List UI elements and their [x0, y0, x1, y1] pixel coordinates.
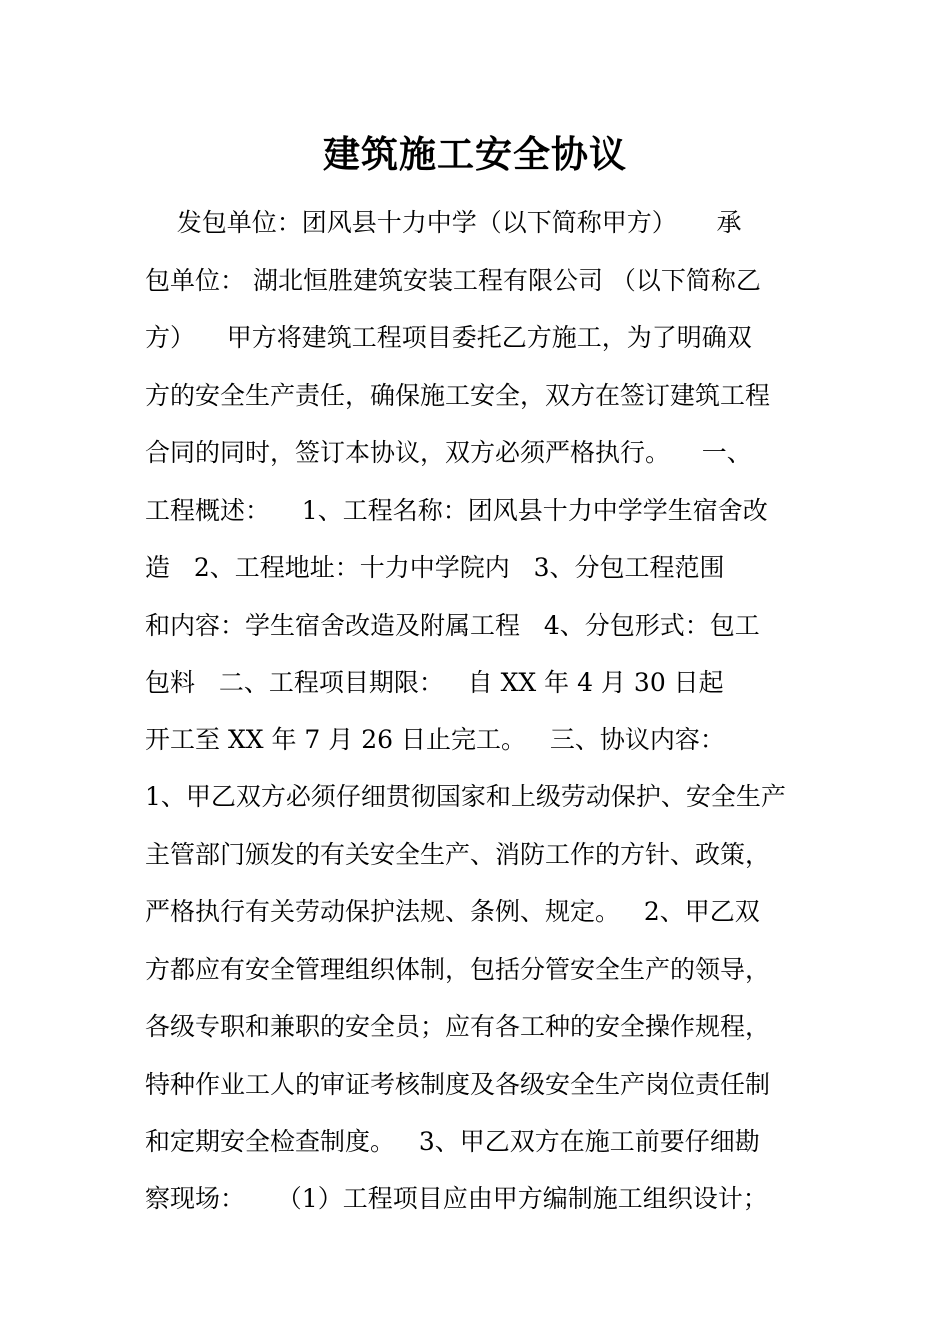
paragraph-line-18: 察现场： （1）工程项目应由甲方编制施工组织设计；: [145, 1184, 768, 1213]
paragraph-line-10: 开工至 XX 年 7 月 26 日止完工。 三、协议内容：: [145, 725, 725, 754]
document-title: 建筑施工安全协议: [323, 132, 627, 176]
paragraph-line-2: 包单位： 湖北恒胜建筑安装工程有限公司 （以下简称乙: [145, 266, 761, 295]
paragraph-line-7: 造 2、工程地址：十力中学院内 3、分包工程范围: [145, 553, 725, 582]
paragraph-line-9: 包料 二、工程项目期限： 自 XX 年 4 月 30 日起: [145, 668, 724, 697]
paragraph-line-1: 发包单位：团风县十力中学（以下简称甲方） 承: [145, 208, 742, 237]
paragraph-line-17: 和定期安全检查制度。 3、甲乙双方在施工前要仔细勘: [145, 1127, 760, 1156]
paragraph-line-16: 特种作业工人的审证考核制度及各级安全生产岗位责任制: [145, 1070, 771, 1099]
paragraph-line-11: 1、甲乙双方必须仔细贯彻国家和上级劳动保护、安全生产: [145, 782, 786, 811]
paragraph-line-12: 主管部门颁发的有关安全生产、消防工作的方针、政策，: [145, 840, 771, 869]
paragraph-line-8: 和内容：学生宿舍改造及附属工程 4、分包形式：包工: [145, 611, 760, 640]
paragraph-line-4: 方的安全生产责任，确保施工安全，双方在签订建筑工程: [145, 381, 771, 410]
paragraph-line-13: 严格执行有关劳动保护法规、条例、规定。 2、甲乙双: [145, 897, 760, 926]
paragraph-line-14: 方都应有安全管理组织体制，包括分管安全生产的领导，: [145, 955, 771, 984]
paragraph-line-5: 合同的同时，签订本协议，双方必须严格执行。 一、: [145, 438, 752, 467]
paragraph-line-3: 方） 甲方将建筑工程项目委托乙方施工，为了明确双: [145, 323, 752, 352]
paragraph-line-15: 各级专职和兼职的安全员；应有各工种的安全操作规程，: [145, 1012, 771, 1041]
paragraph-line-6: 工程概述： 1、工程名称：团风县十力中学学生宿舍改: [145, 496, 768, 525]
